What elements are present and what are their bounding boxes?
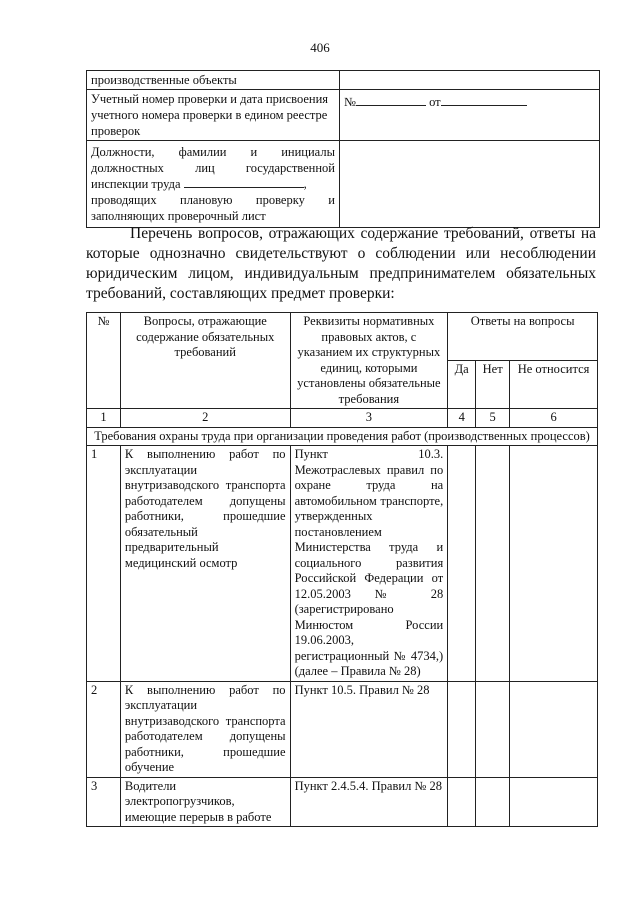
header-num: № <box>87 313 121 409</box>
section-row <box>87 427 598 446</box>
col-number: 3 <box>290 409 448 428</box>
officials-word: и <box>328 193 335 207</box>
header-na: Не относится <box>510 361 598 409</box>
header-row <box>87 313 598 361</box>
page-number: 406 <box>310 40 330 55</box>
officials-value[interactable] <box>340 141 600 228</box>
row-num: 2 <box>87 681 121 777</box>
answer-yes-cell[interactable] <box>448 777 476 827</box>
header-answers: Ответы на вопросы <box>448 313 598 361</box>
inspection-number-field[interactable] <box>340 90 600 141</box>
officials-line: заполняющих проверочный лист <box>91 209 266 223</box>
table-row <box>87 681 598 777</box>
officials-word: проверку <box>255 193 305 207</box>
answer-na-cell[interactable] <box>510 777 598 827</box>
officials-word: должностных <box>91 161 164 175</box>
industrial-objects-value[interactable] <box>340 71 600 90</box>
officials-word: плановую <box>180 193 233 207</box>
answer-yes-cell[interactable] <box>448 681 476 777</box>
col-number: 6 <box>510 409 598 428</box>
officials-word: инициалы <box>281 145 335 159</box>
industrial-objects-label: производственные объекты <box>87 71 340 90</box>
officials-word: лиц <box>195 161 215 175</box>
table-row <box>87 90 600 141</box>
row-requisite: Пункт 2.4.5.4. Правил № 28 <box>290 777 448 827</box>
officials-word: и <box>250 145 258 159</box>
questions-table <box>86 312 598 827</box>
inspection-number-blank[interactable] <box>356 105 426 106</box>
header-no: Нет <box>476 361 510 409</box>
table-row <box>87 446 598 682</box>
officials-word: инспекции труда <box>91 177 181 191</box>
inspection-date-blank[interactable] <box>441 105 527 106</box>
answer-na-cell[interactable] <box>510 681 598 777</box>
officials-word: фамилии <box>178 145 227 159</box>
inspection-info-table <box>86 70 600 228</box>
row-requisite: Пункт 10.3. Межотраслевых правил по охране труда на автомобильном транспорте, утвержденных постановлением Министерства труда и социального развития Российской Федерации от 12.05.2003 № 28 (зарегистрировано Минюстом России 19.06.2003, регистрационный № 4734,) (далее – Правила № 28) <box>290 446 448 682</box>
officials-word: проводящих <box>91 193 157 207</box>
officials-blank[interactable] <box>184 187 304 188</box>
answer-no-cell[interactable] <box>476 446 510 682</box>
table-row <box>87 71 600 90</box>
answer-no-cell[interactable] <box>476 777 510 827</box>
answer-na-cell[interactable] <box>510 446 598 682</box>
intro-paragraph: Перечень вопросов, отражающих содержание требований, ответы на которые однозначно свидетельствуют о соблюдении или несоблюдении юридическим лицом, индивидуальным предпринимателем обязательных требований, составляющих предмет проверки: <box>86 225 596 302</box>
officials-word: государственной <box>245 161 335 175</box>
row-requisite: Пункт 10.5. Правил № 28 <box>290 681 448 777</box>
col-number: 1 <box>87 409 121 428</box>
number-sign: № <box>344 95 356 109</box>
row-num: 3 <box>87 777 121 827</box>
header-requisites: Реквизиты нормативных правовых актов, с указанием их структурных единиц, которыми установлены обязательные требования <box>290 313 448 409</box>
row-question: Водители электропогрузчиков, имеющие перерыв в работе <box>120 777 290 827</box>
officials-label: Должности, фамилии и инициалы должностных лиц государственной инспекции труда , проводящих плановую проверку и заполняющих проверочный лист <box>87 141 340 228</box>
row-num: 1 <box>87 446 121 682</box>
inspection-number-label: Учетный номер проверки и дата присвоения учетного номера проверки в едином реестре проверок <box>87 90 340 141</box>
row-question: К выполнению работ по эксплуатации внутризаводского транспорта работодателем допущены работники, прошедшие обязательный предварительный медицинский осмотр <box>120 446 290 682</box>
header-questions: Вопросы, отражающие содержание обязательных требований <box>120 313 290 409</box>
date-from-label: от <box>429 95 441 109</box>
answer-no-cell[interactable] <box>476 681 510 777</box>
officials-word: Должности, <box>91 145 155 159</box>
row-question: К выполнению работ по эксплуатации внутризаводского транспорта работодателем допущены работники, прошедшие обучение <box>120 681 290 777</box>
answer-yes-cell[interactable] <box>448 446 476 682</box>
table-row <box>87 141 600 228</box>
col-number: 4 <box>448 409 476 428</box>
header-yes: Да <box>448 361 476 409</box>
col-number: 5 <box>476 409 510 428</box>
section-title: Требования охраны труда при организации проведения работ (производственных процессов) <box>87 427 598 446</box>
col-number: 2 <box>120 409 290 428</box>
column-number-row <box>87 409 598 428</box>
table-row <box>87 777 598 827</box>
